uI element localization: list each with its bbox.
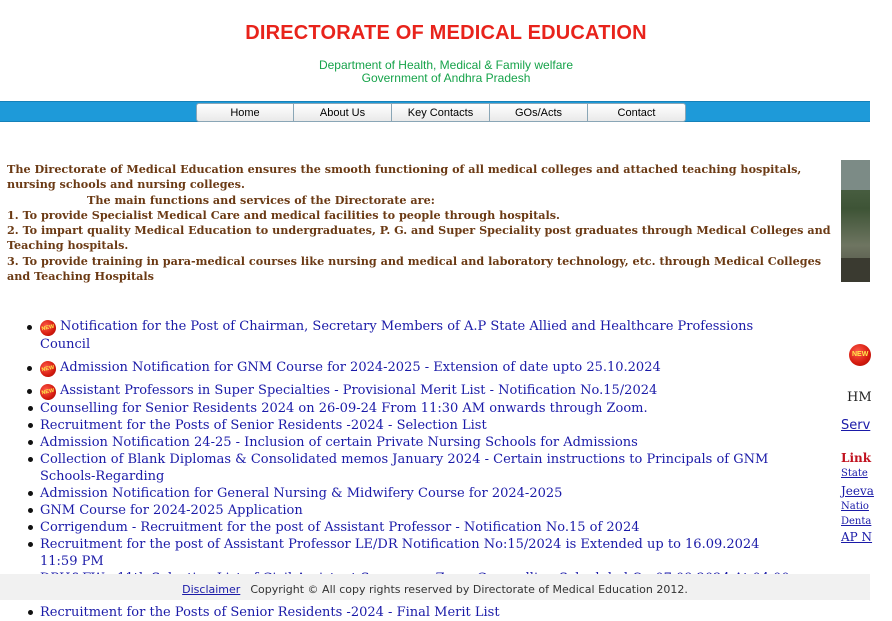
news-link[interactable]: Collection of Blank Diplomas & Consolidated memos January 2024 - Certain instructions to Principals of GNM Schools-Regarding xyxy=(40,452,769,484)
list-item xyxy=(40,400,800,417)
nav-key-contacts[interactable]: Key Contacts xyxy=(392,103,490,122)
disclaimer-link[interactable]: Disclaimer xyxy=(182,583,241,596)
list-item xyxy=(40,502,800,519)
function-item-3: 3. To provide training in para-medical courses like nursing and medical and laboratory technology, etc. through Medical Colleges and Teaching Hospitals xyxy=(7,253,822,284)
news-link[interactable]: Admission Notification 24-25 - Inclusion of certain Private Nursing Schools for Admissions xyxy=(40,435,638,450)
news-link[interactable]: Admission Notification for GNM Course for 2024-2025 - Extension of date upto 25.10.2024 xyxy=(60,360,661,375)
nav-about-us[interactable]: About Us xyxy=(294,103,392,122)
nav-contact[interactable]: Contact xyxy=(588,103,686,122)
list-item xyxy=(40,359,800,377)
news-link[interactable]: Recruitment for the post of Assistant Professor LE/DR Notification No:15/2024 is Extended up to 16.09.2024 11:59 PM xyxy=(40,537,760,569)
sidebar-services-link[interactable]: Serv xyxy=(841,418,871,433)
sidebar-hm-text: HM xyxy=(847,390,872,405)
site-title: DIRECTORATE OF MEDICAL EDUCATION xyxy=(245,22,647,44)
copyright-text: Copyright © All copy rights reserved by Directorate of Medical Education 2012. xyxy=(250,583,688,596)
list-item xyxy=(40,417,800,434)
list-item xyxy=(40,536,800,570)
list-item xyxy=(40,519,800,536)
sidebar-link-national[interactable]: Natio xyxy=(841,501,869,512)
news-link[interactable]: Corrigendum - Recruitment for the post of Assistant Professor - Notification No.15 of 2024 xyxy=(40,520,640,535)
functions-heading: The main functions and services of the Directorate are: xyxy=(87,192,435,207)
new-badge-icon: NEW xyxy=(39,319,58,338)
news-link[interactable]: GNM Course for 2024-2025 Application xyxy=(40,503,303,518)
sidebar-links-title: Link xyxy=(841,451,872,465)
list-item xyxy=(40,451,800,485)
news-link[interactable]: Admission Notification for General Nursing & Midwifery Course for 2024-2025 xyxy=(40,486,563,501)
sidebar-link-state[interactable]: State xyxy=(841,468,868,479)
news-link[interactable]: Recruitment for the Posts of Senior Residents -2024 - Final Merit List xyxy=(40,605,500,620)
nav-menu xyxy=(196,103,686,122)
intro-paragraph: The Directorate of Medical Education ensures the smooth functioning of all medical colleges and attached teaching hospitals, nursing schools and nursing colleges. xyxy=(7,162,802,192)
sidebar-link-jeeva[interactable]: Jeeva xyxy=(841,484,874,498)
list-item xyxy=(40,318,800,354)
department-name: Department of Health, Medical & Family welfare xyxy=(318,58,574,72)
function-item-1: 1. To provide Specialist Medical Care and medical facilities to people through hospitals. xyxy=(7,207,560,222)
nav-home[interactable]: Home xyxy=(196,103,294,122)
government-name: Government of Andhra Pradesh xyxy=(361,71,531,85)
list-item xyxy=(40,485,800,502)
news-link[interactable]: Counselling for Senior Residents 2024 on 26-09-24 From 11:30 AM onwards through Zoom. xyxy=(40,401,648,416)
function-item-2: 2. To impart quality Medical Education to undergraduates, P. G. and Super Speciality post graduates through Medical Colleges and Teaching hospitals. xyxy=(7,223,831,253)
news-link[interactable]: Notification for the Post of Chairman, Secretary Members of A.P State Allied and Healthcare Professions Council xyxy=(40,319,754,352)
new-badge-icon: NEW xyxy=(39,360,58,379)
news-link[interactable]: Recruitment for the Posts of Senior Residents -2024 - Selection List xyxy=(40,418,487,433)
intro-section xyxy=(7,162,842,284)
photo-sky xyxy=(841,160,870,190)
footer xyxy=(0,574,870,600)
news-link[interactable]: Assistant Professors in Super Specialties - Provisional Merit List - Notification No.15/2024 xyxy=(60,383,658,398)
list-item xyxy=(40,434,800,451)
new-badge-icon: NEW xyxy=(39,383,58,402)
sidebar-new-badge-icon: NEW xyxy=(849,344,871,366)
sidebar-link-ap[interactable]: AP N xyxy=(841,530,873,544)
nav-gos-acts[interactable]: GOs/Acts xyxy=(490,103,588,122)
list-item xyxy=(40,604,800,621)
sidebar-link-dental[interactable]: Denta xyxy=(841,516,872,527)
list-item xyxy=(40,382,800,400)
main-navbar xyxy=(0,101,870,122)
photo-ground xyxy=(841,258,870,282)
hospital-photo xyxy=(841,160,870,282)
